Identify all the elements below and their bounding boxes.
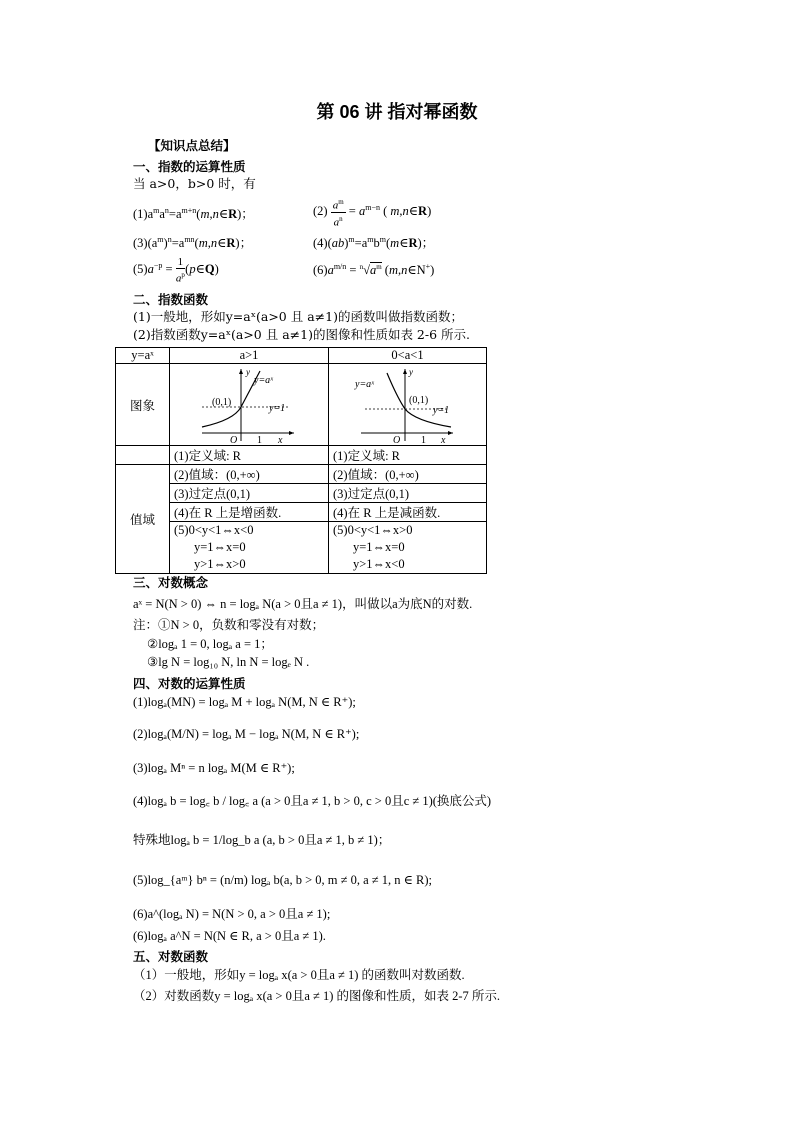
graph-row-label: 图象 <box>116 364 170 446</box>
case-increasing-3: y>1⇔x>0 <box>194 557 246 571</box>
log-note-1: 注：①N > 0，负数和零没有对数； <box>133 618 325 632</box>
sec2-line2: (2)指数函数y=aˣ(a>0 且 a≠1)的图像和性质如表 2-6 所示. <box>133 327 471 342</box>
log-rule-3: (3)logₐ Mⁿ = n logₐ M(M ∈ R⁺); <box>133 761 295 775</box>
g1-one-label: 1 <box>257 434 262 445</box>
sec1-heading: 一、指数的运算性质 <box>133 160 246 174</box>
summary-heading: 【知识点总结】 <box>148 139 236 153</box>
monotonic-decreasing: (4)在 R 上是减函数. <box>329 503 487 522</box>
exp-rule-3: $(3)(a^m)^n=a^{mn}(m,n\in R)$； <box>133 234 253 250</box>
table-header-a-gt-1: a>1 <box>170 348 329 364</box>
range-decreasing: (2)值域：(0,+∞) <box>329 465 487 484</box>
exp-rule-1: $(1)a^ma^n=a^{m+n}(m,n\in R)$； <box>133 205 254 221</box>
case-increasing-1: (5)0<y<1⇔x<0 <box>174 523 254 537</box>
value-cases-increasing <box>170 522 329 574</box>
log-rule-1: (1)logₐ(MN) = logₐ M + logₐ N(M, N ∈ R⁺); <box>133 695 356 709</box>
log-rule-6: (6)a^(logₐ N) = N(N > 0, a > 0且a ≠ 1); <box>133 907 331 921</box>
page-title: 第 06 讲 指对幂函数 <box>316 102 478 122</box>
case-increasing-2: y=1⇔x=0 <box>194 540 246 554</box>
table-blank-cell <box>116 446 170 465</box>
decreasing-exp-graph <box>353 365 463 445</box>
sec3-heading: 三、对数概念 <box>133 576 209 590</box>
log-note-3: ③lg N = log₁₀ N, ln N = logₑ N . <box>147 655 310 669</box>
g1-hline-label: y=1 <box>269 402 286 414</box>
exp-rule-2: (2) $\frac{a^m}{a^n}$ = $a^{m-n}$ ( m,n∈R) <box>313 198 432 229</box>
range-increasing: (2)值域：(0,+∞) <box>170 465 329 484</box>
sec1-intro: 当 a>0，b>0 时，有 <box>133 176 256 191</box>
g2-curve-label: y=aˣ <box>354 378 374 390</box>
log-rule-7: (6)logₐ a^N = N(N ∈ R, a > 0且a ≠ 1). <box>133 929 326 943</box>
g1-x-label: x <box>278 434 283 445</box>
g2-point-label: (0,1) <box>408 394 428 406</box>
case-decreasing-1: (5)0<y<1⇔x>0 <box>333 523 413 537</box>
exp-rule-5: $(5)a^{-p}$ = $\frac{1}{a^p}$ (p∈Q) <box>133 256 219 285</box>
log-rule-4: (4)logₐ b = log꜀ b / log꜀ a (a > 0且a ≠ 1, b > 0, c > 0且c ≠ 1)(换底公式) <box>133 794 492 808</box>
graph-cell-increasing <box>170 364 329 446</box>
g1-origin-label: O <box>230 434 238 445</box>
g1-point-label: (0,1) <box>212 396 232 408</box>
value-cases-decreasing <box>329 522 487 574</box>
exp-rule-4: $(4)(ab)^m=a^mb^m(m\in R)$； <box>313 234 435 250</box>
sec5-line1: （1）一般地，形如y = logₐ x(a > 0且a ≠ 1) 的函数叫对数函数. <box>133 968 465 982</box>
monotonic-increasing: (4)在 R 上是增函数. <box>170 503 329 522</box>
fixed-point-increasing: (3)过定点(0,1) <box>170 484 329 503</box>
sec5-heading: 五、对数函数 <box>133 950 209 964</box>
g2-one-label: 1 <box>420 434 426 445</box>
increasing-exp-graph <box>194 365 304 445</box>
sec5-line2: （2）对数函数y = logₐ x(a > 0且a ≠ 1) 的图像和性质，如表 2-7 所示. <box>133 989 501 1003</box>
graph-cell-decreasing <box>329 364 487 446</box>
log-rule-5: (5)log_{aᵐ} bⁿ = (n/m) logₐ b(a, b > 0, m ≠ 0, a ≠ 1, n ∈ R); <box>133 873 432 887</box>
table-header-a-lt-1: 0<a<1 <box>329 348 487 364</box>
g2-x-label: x <box>440 434 445 445</box>
sec4-heading: 四、对数的运算性质 <box>133 677 246 691</box>
g2-hline-label: y=1 <box>432 404 449 416</box>
sec2-heading: 二、指数函数 <box>133 293 209 307</box>
exp-properties-table <box>115 347 487 574</box>
domain-increasing: (1)定义域: R <box>170 446 329 465</box>
exp-rule-6: $(6)a^{m/n} = ^n√a^m$ (m,n∈N+) <box>313 262 435 278</box>
log-special: 特殊地logₐ b = 1/log_b a (a, b > 0且a ≠ 1, b ≠ 1)； <box>133 833 391 847</box>
g1-curve-label: y=aˣ <box>254 374 274 386</box>
g2-y-label: y <box>408 366 413 377</box>
fixed-point-decreasing: (3)过定点(0,1) <box>329 484 487 503</box>
log-rule-2: (2)logₐ(M/N) = logₐ M − logₐ N(M, N ∈ R⁺); <box>133 727 360 741</box>
range-row-label: 值域 <box>116 465 170 574</box>
case-decreasing-3: y>1⇔x<0 <box>353 557 405 571</box>
log-definition: aˣ = N(N > 0) ⇔ n = logₐ N(a > 0且a ≠ 1)，叫做以a为底N的对数. <box>133 597 473 611</box>
g2-origin-label: O <box>392 434 400 445</box>
table-header-func: y=aˣ <box>116 348 170 364</box>
case-decreasing-2: y=1⇔x=0 <box>353 540 405 554</box>
domain-decreasing: (1)定义域: R <box>329 446 487 465</box>
log-note-2: ②logₐ 1 = 0, logₐ a = 1； <box>147 637 273 651</box>
sec2-line1: (1)一般地，形如y=aˣ(a>0 且 a≠1)的函数叫做指数函数； <box>133 309 463 324</box>
g1-y-label: y <box>246 366 250 377</box>
